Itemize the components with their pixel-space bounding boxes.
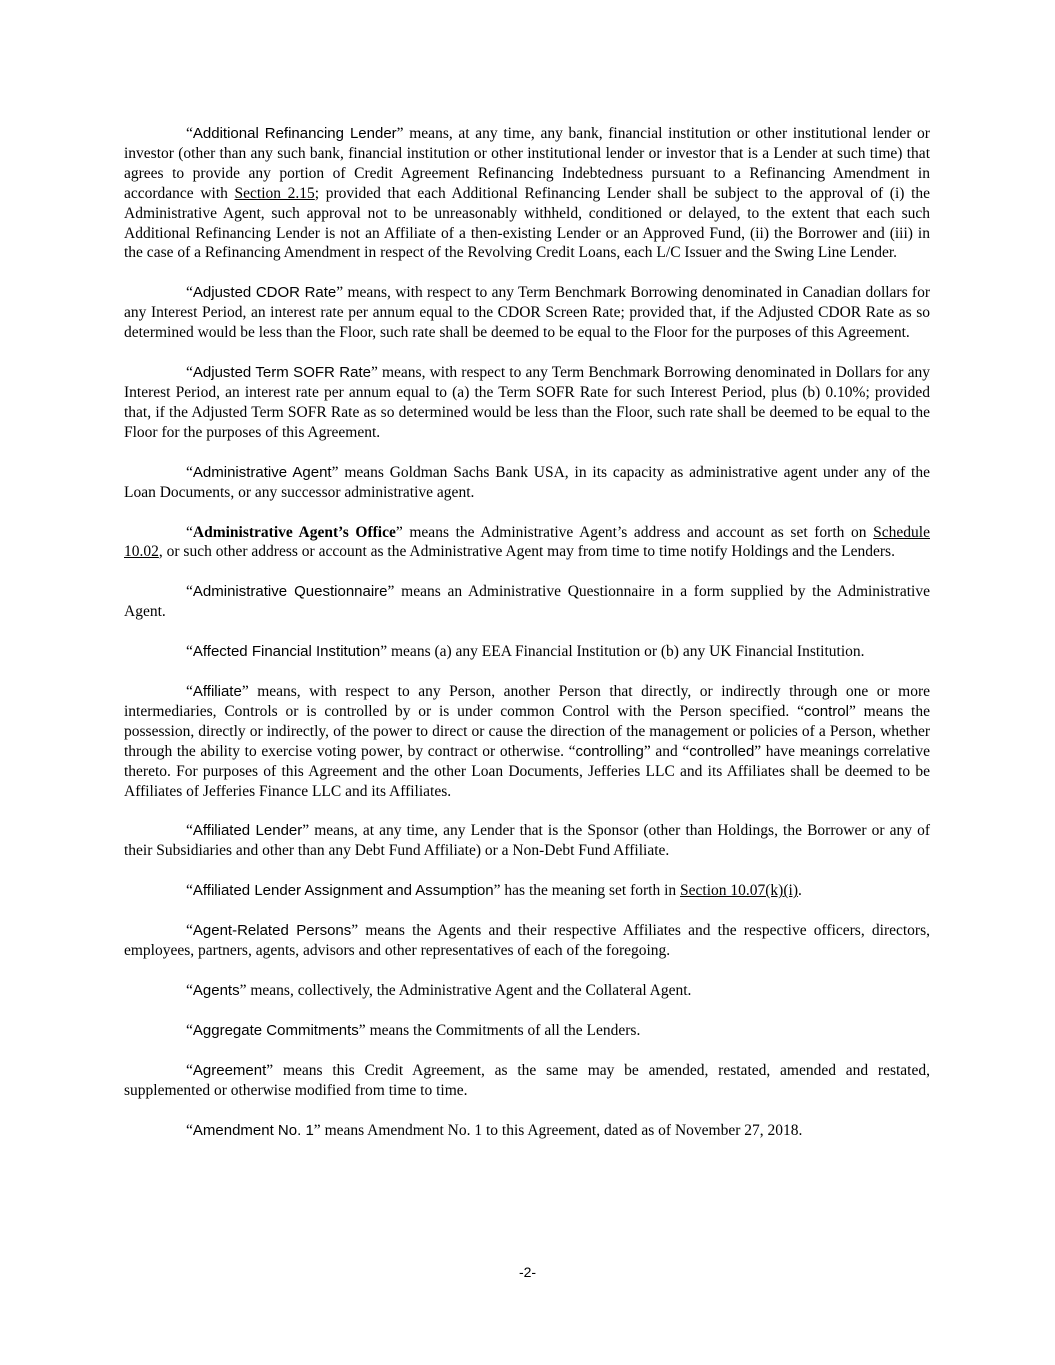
definition-paragraph: “Administrative Agent” means Goldman Sachs Bank USA, in its capacity as administrative agent under any of the Loan Documents, or any successor administrative agent. — [124, 463, 930, 501]
defined-term: Administrative Agent — [192, 463, 332, 481]
definition-text: means, at any time, any Lender that is the Sponsor (other than Holdings, the Borrower or any of their Subsidiaries and other than any Debt Fund Affiliate) or a Non-Debt Fund Affiliate. — [124, 822, 930, 860]
section-reference-link[interactable]: Section 2.15 — [234, 184, 315, 202]
inline-defined-term: controlling — [575, 742, 644, 760]
definition-text: means, with respect to any Person, another Person that directly, or indirectly through one or more intermediaries, Controls or is controlled by or is under common Control with the Person specified. “ — [124, 683, 930, 720]
section-reference-link[interactable]: Schedule 10.02 — [124, 523, 930, 561]
defined-term: Agents — [192, 982, 240, 999]
definition-paragraph: “Adjusted Term SOFR Rate” means, with respect to any Term Benchmark Borrowing denominated in Dollars for any Interest Period, an interest rate per annum equal to (a) the Term SOFR Rate for such Interest Period, plus (b) 0.10%; provided that, if the Adjusted Term SOFR Rate as so determined would be less than the Floor, such rate shall be deemed to be equal to the Floor for the purposes of this Agreement. — [124, 364, 930, 441]
defined-term: Administrative Agent’s Office — [192, 523, 396, 541]
definition-paragraph: “Affected Financial Institution” means (a) any EEA Financial Institution or (b) any UK Financial Institution. — [186, 643, 865, 661]
definition-text: means the Administrative Agent’s address and account as set forth on — [409, 523, 874, 541]
definition-paragraph: “Affiliated Lender” means, at any time, any Lender that is the Sponsor (other than Holdings, the Borrower or any of their Subsidiaries and other than any Debt Fund Affiliate) or a Non-Debt Fund Affiliate. — [124, 822, 930, 860]
definition-paragraph: “Affiliated Lender Assignment and Assumption” has the meaning set forth in Section 10.07(k)(i). — [186, 882, 802, 900]
defined-term: Affiliate — [192, 683, 242, 701]
defined-term: Administrative Questionnaire — [192, 583, 388, 601]
definition-paragraph: “Administrative Questionnaire” means an Administrative Questionnaire in a form supplied by the Administrative Agent. — [124, 583, 930, 621]
definition-paragraph: “Agent-Related Persons” means the Agents and their respective Affiliates and the respective officers, directors, employees, partners, agents, advisors and other representatives of each of the foregoing. — [124, 922, 930, 960]
defined-term: Amendment No. 1 — [192, 1121, 314, 1139]
defined-term: Adjusted Term SOFR Rate — [192, 364, 371, 382]
definition-text: means this Credit Agreement, as the same may be amended, restated, amended and restated, supplemented or otherwise modified from time to time. — [124, 1061, 930, 1099]
definition-text: means the Commitments of all the Lenders. — [369, 1021, 641, 1039]
definition-paragraph: “Affiliate” means, with respect to any Person, another Person that directly, or indirectly through one or more intermediaries, Controls or is controlled by or is under common Control with the Person specified. “control” means the possession, directly or indirectly, of the power to direct or cause the direction of the management or policies of a Person, whether through the ability to exercise voting power, by contract or otherwise. “controlling” and “controlled” have meanings correlative thereto. For purposes of this Agreement and the other Loan Documents, Jefferies LLC and its Affiliates shall be deemed to be Affiliates of Jefferies Finance LLC and its Affiliates. — [124, 683, 930, 800]
definition-text: ; provided that each Additional Refinancing Lender shall be subject to the approval of (i) the Administrative Agent, such approval not to be unreasonably withheld, conditioned or delayed, to the extent that each such Additional Refinancing Lender is not an Affiliate of a then-existing Lender or an Approved Fund, (ii) the Borrower and (iii) in the case of a Refinancing Amendment in respect of the Revolving Credit Loans, each L/C Issuer and the Swing Line Lender. — [124, 184, 931, 262]
page-number: -2- — [518, 1264, 537, 1280]
defined-term: Aggregate Commitments — [192, 1021, 359, 1039]
definition-text: means Amendment No. 1 to this Agreement, dated as of November 27, 2018. — [324, 1121, 803, 1139]
definition-text: ” and “ — [643, 742, 690, 760]
definition-text: means an Administrative Questionnaire in a form supplied by the Administrative Agent. — [124, 583, 930, 621]
definition-text: ” means the possession, directly or indirectly, of the power to direct or cause the direction of the management or policies of a Person, whether through the ability to exercise voting power, by contract or otherwise. “ — [124, 702, 930, 760]
definition-text: means Goldman Sachs Bank USA, in its capacity as administrative agent under any of the Loan Documents, or any successor administrative agent. — [124, 463, 930, 501]
defined-term: Agent-Related Persons — [192, 922, 352, 940]
definition-text: , or such other address or account as the Administrative Agent may from time to time notify Holdings and the Lenders. — [158, 543, 895, 561]
definition-text: means (a) any EEA Financial Institution or (b) any UK Financial Institution. — [391, 643, 865, 661]
definition-text: ” have meanings correlative thereto. For purposes of this Agreement and the other Loan Documents, Jefferies LLC and its Affiliates shall be deemed to be Affiliates of Jefferies Finance LLC and its Affiliates. — [124, 742, 930, 800]
definition-text: has the meaning set forth in — [504, 882, 681, 900]
definition-paragraph: “Adjusted CDOR Rate” means, with respect to any Term Benchmark Borrowing denominated in Canadian dollars for any Interest Period, an interest rate per annum equal to the CDOR Screen Rate; provided that, if the Adjusted CDOR Rate as so determined would be less than the Floor, such rate shall be deemed to be equal to the Floor for the purposes of this Agreement. — [124, 284, 930, 342]
definition-paragraph: “Agreement” means this Credit Agreement, as the same may be amended, restated, amended and restated, supplemented or otherwise modified from time to time. — [124, 1061, 930, 1099]
definition-text: means the Agents and their respective Affiliates and the respective officers, directors, employees, partners, agents, advisors and other representatives of each of the foregoing. — [124, 922, 930, 960]
defined-term: Additional Refinancing Lender — [192, 125, 397, 142]
section-reference-link[interactable]: Section 10.07(k)(i) — [680, 882, 798, 900]
inline-defined-term: controlled — [689, 742, 755, 760]
definition-paragraph: “Administrative Agent’s Office” means the Administrative Agent’s address and account as set forth on Schedule 10.02, or such other address or account as the Administrative Agent may from time to time notify Holdings and the Lenders. — [124, 523, 930, 561]
defined-term: Affiliated Lender Assignment and Assumption — [192, 882, 494, 900]
definition-text: means, with respect to any Term Benchmark Borrowing denominated in Canadian dollars for any Interest Period, an interest rate per annum equal to the CDOR Screen Rate; provided that, if the Adjusted CDOR Rate as so determined would be less than the Floor, such rate shall be deemed to be equal to the Floor for the purposes of this Agreement. — [124, 284, 930, 342]
definition-text: . — [797, 882, 802, 900]
defined-term: Adjusted CDOR Rate — [192, 284, 337, 302]
inline-defined-term: control — [803, 702, 849, 720]
definition-text: means, at any time, any bank, financial institution or other institutional lender or investor (other than any such bank, financial institution or other institutional lender or investor that is a Lender at such time) that agrees to provide any portion of Credit Agreement Refinancing Indebtedness pursuant to a Refinancing Amendment in accordance with — [124, 125, 930, 202]
definition-paragraph: “Aggregate Commitments” means the Commitments of all the Lenders. — [186, 1021, 641, 1039]
definition-text: means, with respect to any Term Benchmark Borrowing denominated in Dollars for any Interest Period, an interest rate per annum equal to (a) the Term SOFR Rate for such Interest Period, plus (b) 0.10%; provided that, if the Adjusted Term SOFR Rate as so determined would be less than the Floor, such rate shall be deemed to be equal to the Floor for the purposes of this Agreement. — [124, 364, 930, 441]
definition-paragraph: “Agents” means, collectively, the Administrative Agent and the Collateral Agent. — [186, 982, 692, 999]
defined-term: Agreement — [192, 1061, 267, 1079]
document-page — [124, 124, 930, 1161]
definition-text: means, collectively, the Administrative Agent and the Collateral Agent. — [250, 982, 692, 999]
defined-term: Affiliated Lender — [192, 822, 303, 840]
defined-term: Affected Financial Institution — [192, 643, 381, 661]
definition-paragraph: “Additional Refinancing Lender” means, at any time, any bank, financial institution or other institutional lender or investor (other than any such bank, financial institution or other institutional lender or investor that is a Lender at such time) that agrees to provide any portion of Credit Agreement Refinancing Indebtedness pursuant to a Refinancing Amendment in accordance with Section 2.15; provided that each Additional Refinancing Lender shall be subject to the approval of (i) the Administrative Agent, such approval not to be unreasonably withheld, conditioned or delayed, to the extent that each such Additional Refinancing Lender is not an Affiliate of a then-existing Lender or an Approved Fund, (ii) the Borrower and (iii) in the case of a Refinancing Amendment in respect of the Revolving Credit Loans, each L/C Issuer and the Swing Line Lender. — [124, 125, 931, 262]
definition-paragraph: “Amendment No. 1” means Amendment No. 1 to this Agreement, dated as of November 27, 2018. — [186, 1121, 803, 1139]
